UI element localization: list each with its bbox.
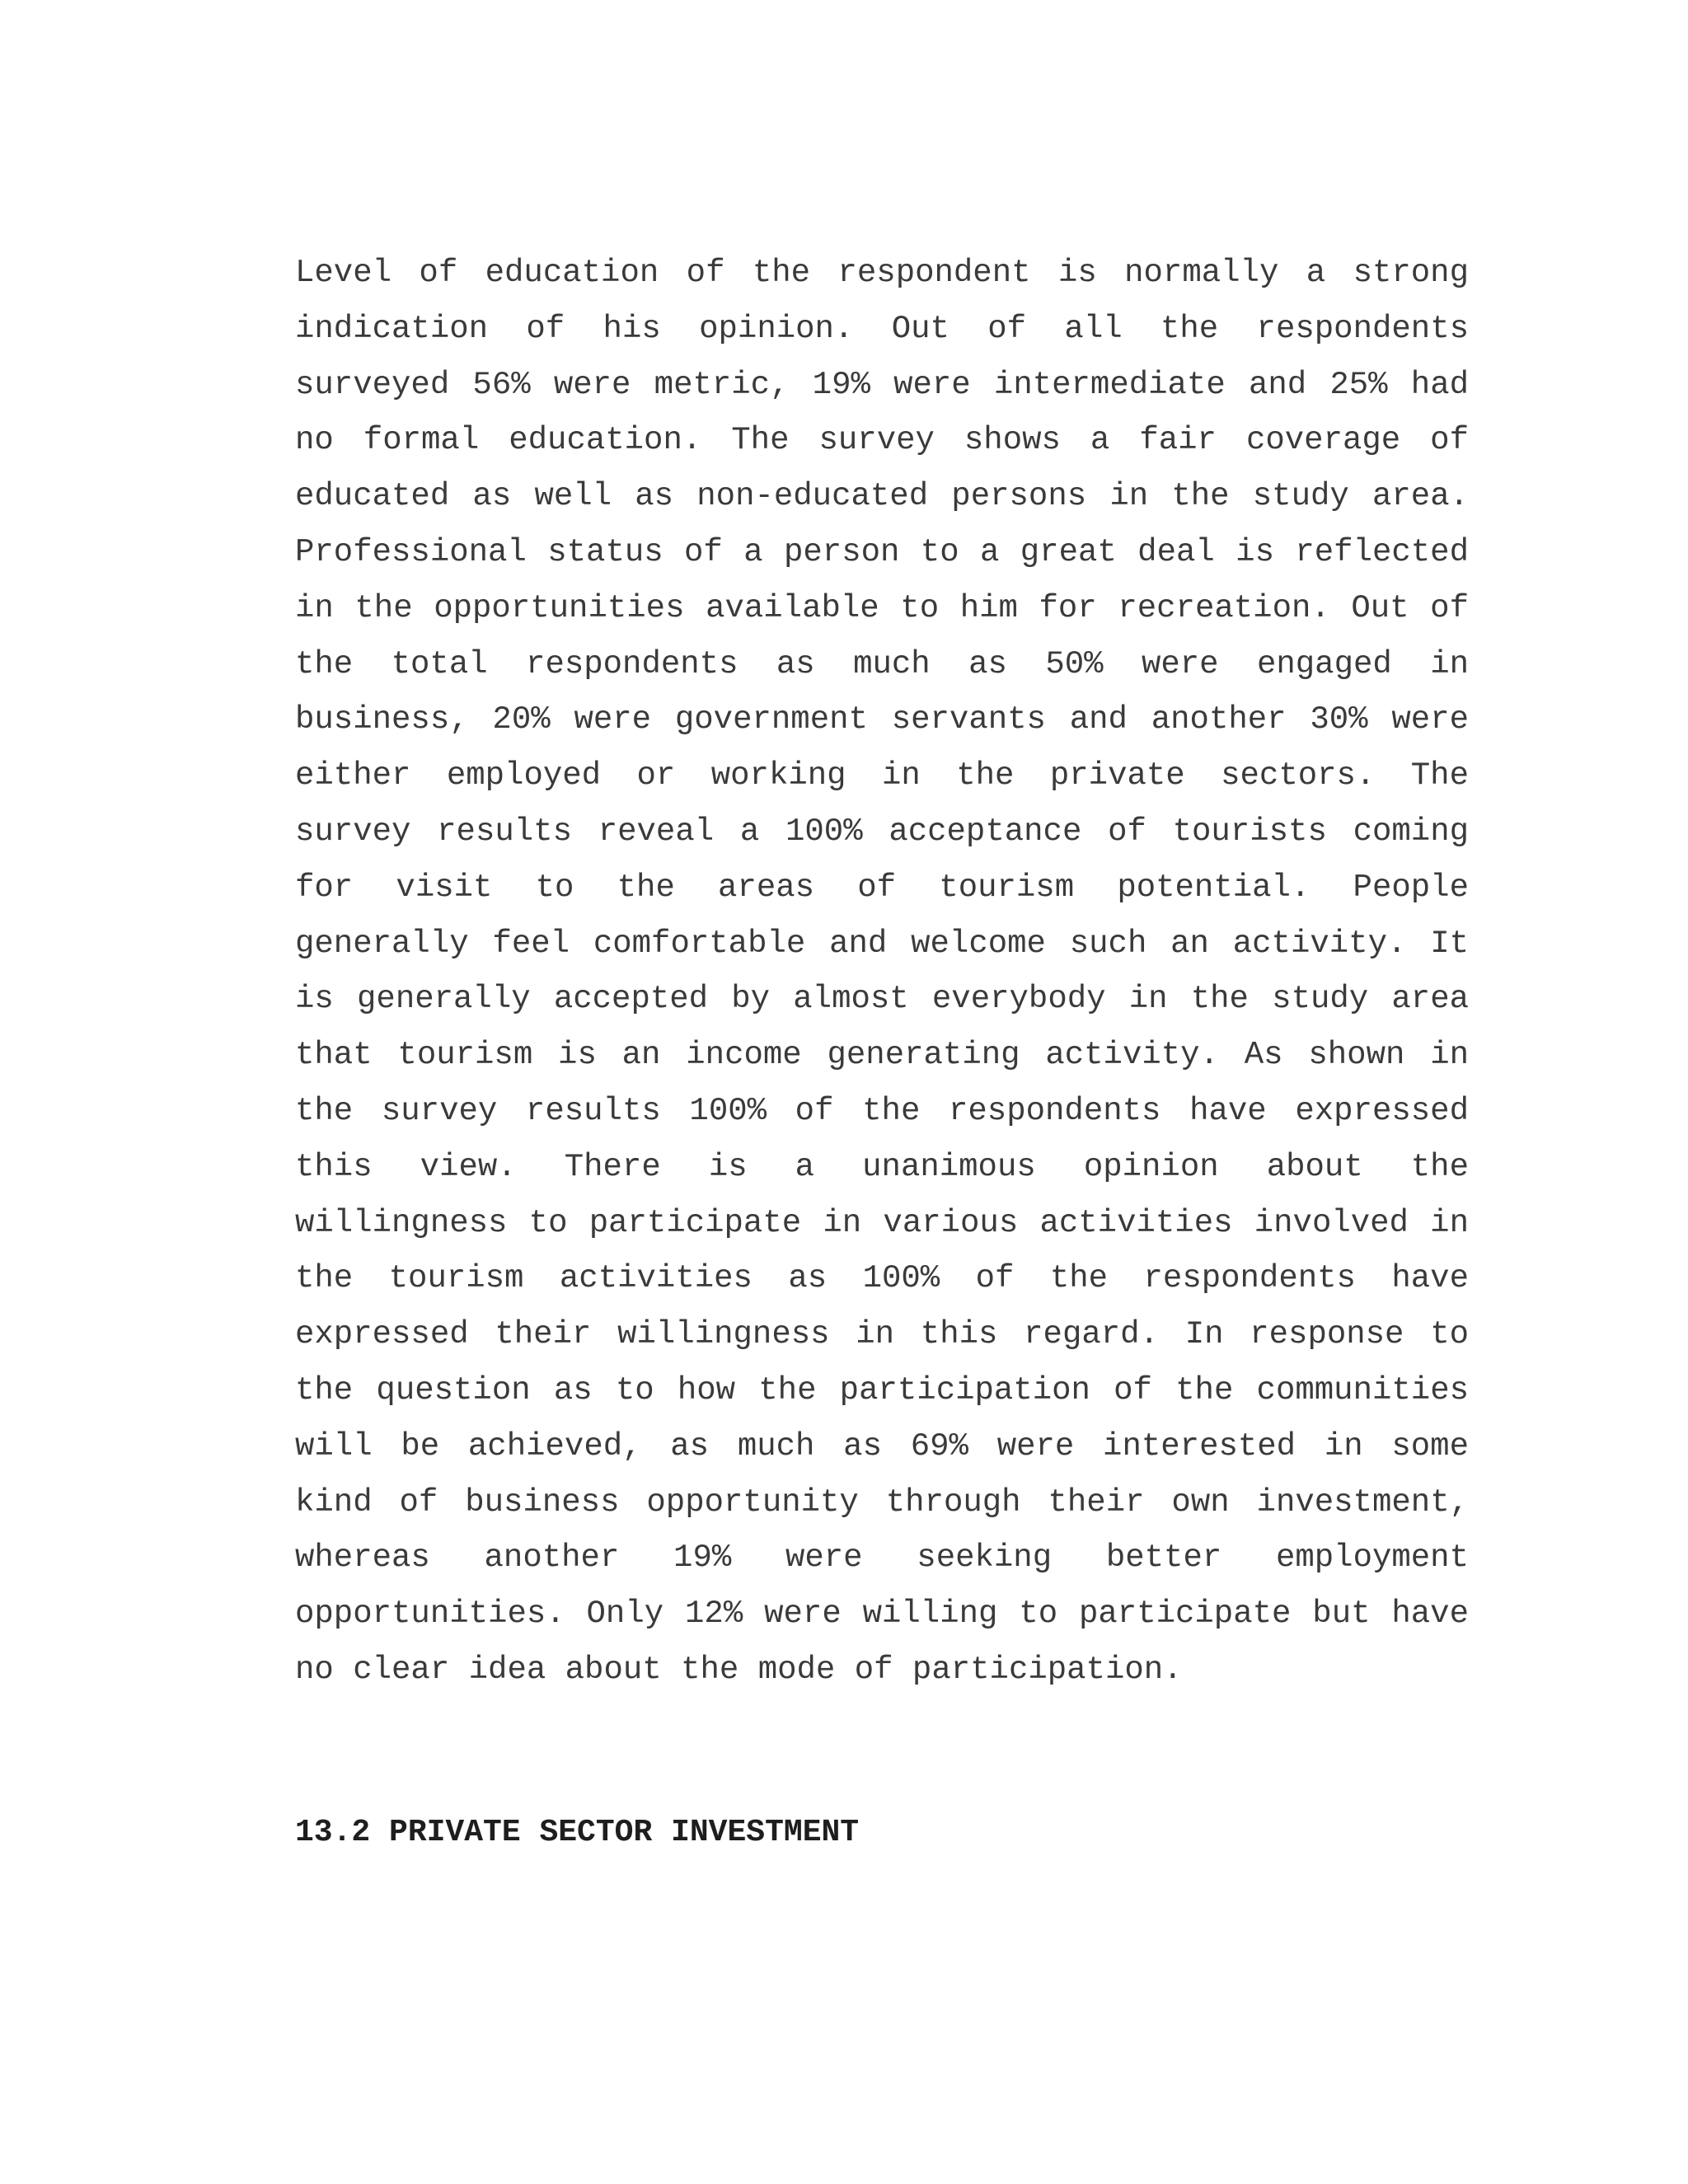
section-heading: 13.2 PRIVATE SECTOR INVESTMENT [295,1815,860,1850]
body-paragraph: Level of education of the respondent is normally a strong indication of his opinion. Out of all the respondents surveyed 56% were metric, 19% were intermediate and 25% had no formal education. The survey shows a fair coverage of educated as well as non-educated persons in the study area. Professional status of a person to a great deal is reflected in the opportunities available to him for recreation. Out of the total respondents as much as 50% were engaged in business, 20% were government servants and another 30% were either employed or working in the private sectors. The survey results reveal a 100% acceptance of tourists coming for visit to the areas of tourism potential. People generally feel comfortable and welcome such an activity. It is generally accepted by almost everybody in the study area that tourism is an income generating activity. As shown in the survey results 100% of the respondents have expressed this view. There is a unanimous opinion about the willingness to participate in various activities involved in the tourism activities as 100% of the respondents have expressed their willingness in this regard. In response to the question as to how the participation of the communities will be achieved, as much as 69% were interested in some kind of business opportunity through their own investment, whereas another 19% were seeking better employment opportunities. Only 12% were willing to participate but have no clear idea about the mode of participation. [295,255,1469,1688]
